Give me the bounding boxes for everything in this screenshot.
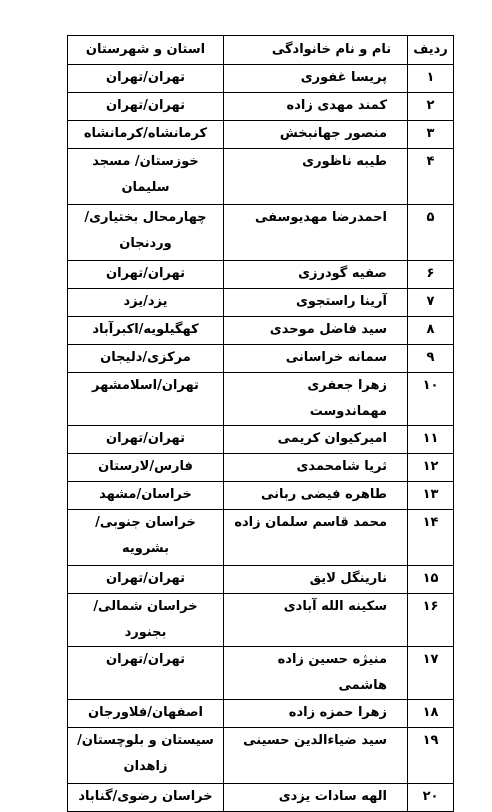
table-row: [68, 482, 454, 510]
row-name: طاهره فیضی ربانی: [224, 482, 408, 510]
row-index: ۳: [408, 121, 454, 149]
row-province: خراسان رضوی/گناباد: [68, 784, 224, 812]
table-row: [68, 454, 454, 482]
row-index: ۱۸: [408, 700, 454, 728]
row-name: سکینه الله آبادی: [224, 594, 408, 647]
row-name: سمانه خراسانی: [224, 345, 408, 373]
row-index: ۵: [408, 205, 454, 261]
row-province: تهران/تهران: [68, 65, 224, 93]
row-name: الهه سادات یزدی: [224, 784, 408, 812]
row-name: سید فاضل موحدی: [224, 317, 408, 345]
table-row: [68, 647, 454, 700]
table-row: [68, 510, 454, 566]
row-province: تهران/اسلامشهر: [68, 373, 224, 426]
row-name: سید ضیاءالدین حسینی: [224, 728, 408, 784]
table-row: [68, 317, 454, 345]
row-name: منیژه حسین زاده هاشمی: [224, 647, 408, 700]
row-province: تهران/تهران: [68, 261, 224, 289]
row-index: ۱۷: [408, 647, 454, 700]
row-index: ۹: [408, 345, 454, 373]
row-index: ۱۰: [408, 373, 454, 426]
table-row: [68, 149, 454, 205]
table-row: [68, 65, 454, 93]
row-index: ۱۳: [408, 482, 454, 510]
row-name: زهرا حمزه زاده: [224, 700, 408, 728]
table-row: [68, 261, 454, 289]
row-province: یزد/یزد: [68, 289, 224, 317]
table-row: [68, 289, 454, 317]
table-row: [68, 205, 454, 261]
row-province: کهگیلویه/اکبرآباد: [68, 317, 224, 345]
table-row: [68, 566, 454, 594]
row-province: خوزستان/ مسجد سلیمان: [68, 149, 224, 205]
row-province: تهران/تهران: [68, 647, 224, 700]
row-name: محمد قاسم سلمان زاده: [224, 510, 408, 566]
row-name: صفیه گودرزی: [224, 261, 408, 289]
row-name: منصور جهانبخش: [224, 121, 408, 149]
table-row: [68, 728, 454, 784]
table-row: [68, 784, 454, 812]
header-province: استان و شهرستان: [68, 36, 224, 65]
row-name: طیبه ناظوری: [224, 149, 408, 205]
row-index: ۱۱: [408, 426, 454, 454]
header-row: [68, 36, 454, 65]
row-name: زهرا جعفری مهماندوست: [224, 373, 408, 426]
row-province: تهران/تهران: [68, 93, 224, 121]
row-name: احمدرضا مهدیوسفی: [224, 205, 408, 261]
table-row: [68, 345, 454, 373]
row-name: پریسا غفوری: [224, 65, 408, 93]
row-index: ۱۲: [408, 454, 454, 482]
header-index: ردیف: [408, 36, 454, 65]
header-name: نام و نام خانوادگی: [224, 36, 408, 65]
table-row: [68, 700, 454, 728]
row-province: کرمانشاه/کرمانشاه: [68, 121, 224, 149]
row-index: ۲۰: [408, 784, 454, 812]
row-index: ۶: [408, 261, 454, 289]
row-province: خراسان جنوبی/بشرویه: [68, 510, 224, 566]
table-row: [68, 121, 454, 149]
table-row: [68, 426, 454, 454]
row-index: ۴: [408, 149, 454, 205]
row-province: اصفهان/فلاورجان: [68, 700, 224, 728]
row-index: ۸: [408, 317, 454, 345]
table-row: [68, 93, 454, 121]
row-name: آرینا راستجوی: [224, 289, 408, 317]
row-index: ۲: [408, 93, 454, 121]
row-index: ۱۹: [408, 728, 454, 784]
row-index: ۱۴: [408, 510, 454, 566]
row-province: مرکزی/دلیجان: [68, 345, 224, 373]
row-province: چهارمحال بختیاری/وردنجان: [68, 205, 224, 261]
row-index: ۱۶: [408, 594, 454, 647]
winners-table: [67, 35, 454, 812]
row-index: ۷: [408, 289, 454, 317]
row-province: خراسان/مشهد: [68, 482, 224, 510]
row-name: امیرکیوان کریمی: [224, 426, 408, 454]
row-province: خراسان شمالی/بجنورد: [68, 594, 224, 647]
row-index: ۱: [408, 65, 454, 93]
row-index: ۱۵: [408, 566, 454, 594]
table-row: [68, 373, 454, 426]
row-name: کمند مهدی زاده: [224, 93, 408, 121]
row-province: سیستان و بلوچستان/زاهدان: [68, 728, 224, 784]
row-province: تهران/تهران: [68, 566, 224, 594]
table-row: [68, 594, 454, 647]
row-name: نارینگل لایق: [224, 566, 408, 594]
row-province: فارس/لارستان: [68, 454, 224, 482]
row-name: ثریا شامحمدی: [224, 454, 408, 482]
row-province: تهران/تهران: [68, 426, 224, 454]
